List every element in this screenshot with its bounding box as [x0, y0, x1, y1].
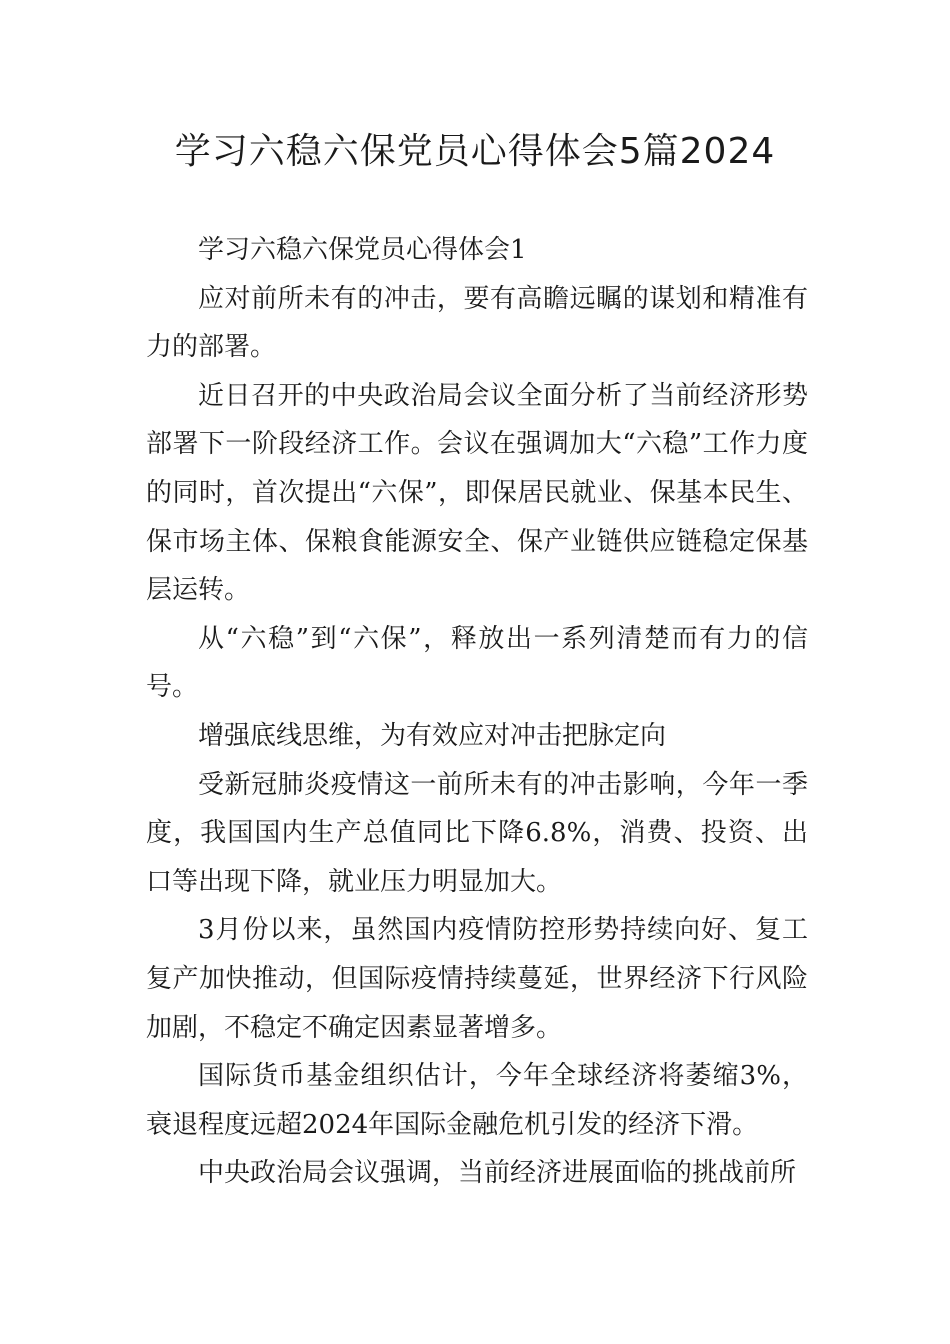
document-body: [146, 226, 808, 1198]
paragraph: 应对前所未有的冲击，要有高瞻远瞩的谋划和精准有力的部署。: [146, 283, 808, 363]
paragraph: 受新冠肺炎疫情这一前所未有的冲击影响，今年一季度，我国国内生产总值同比下降6.8%，消费、投资、出口等出现下降，就业压力明显加大。: [146, 769, 808, 897]
paragraph: 国际货币基金组织估计，今年全球经济将萎缩3%，衰退程度远超2024年国际金融危机引发的经济下滑。: [146, 1061, 808, 1140]
paragraph: 中央政治局会议强调，当前经济进展面临的挑战前所: [198, 1158, 797, 1189]
paragraph: 3月份以来，虽然国内疫情防控形势持续向好、复工复产加快推动，但国际疫情持续蔓延，世界经济下行风险加剧，不稳定不确定因素显著增多。: [146, 915, 808, 1043]
subheading: 增强底线思维，为有效应对冲击把脉定向: [198, 720, 667, 751]
document-title: 学习六稳六保党员心得体会5篇2024: [174, 131, 776, 172]
section-heading: 学习六稳六保党员心得体会1: [198, 235, 527, 265]
paragraph: 近日召开的中央政治局会议全面分析了当前经济形势部署下一阶段经济工作。会议在强调加大“六稳”工作力度的同时，首次提出“六保”，即保居民就业、保基本民生、保市场主体、保粮食能源安全、保产业链供应链稳定保基层运转。: [146, 380, 808, 606]
paragraph: 从“六稳”到“六保”，释放出一系列清楚而有力的信号。: [146, 623, 808, 703]
